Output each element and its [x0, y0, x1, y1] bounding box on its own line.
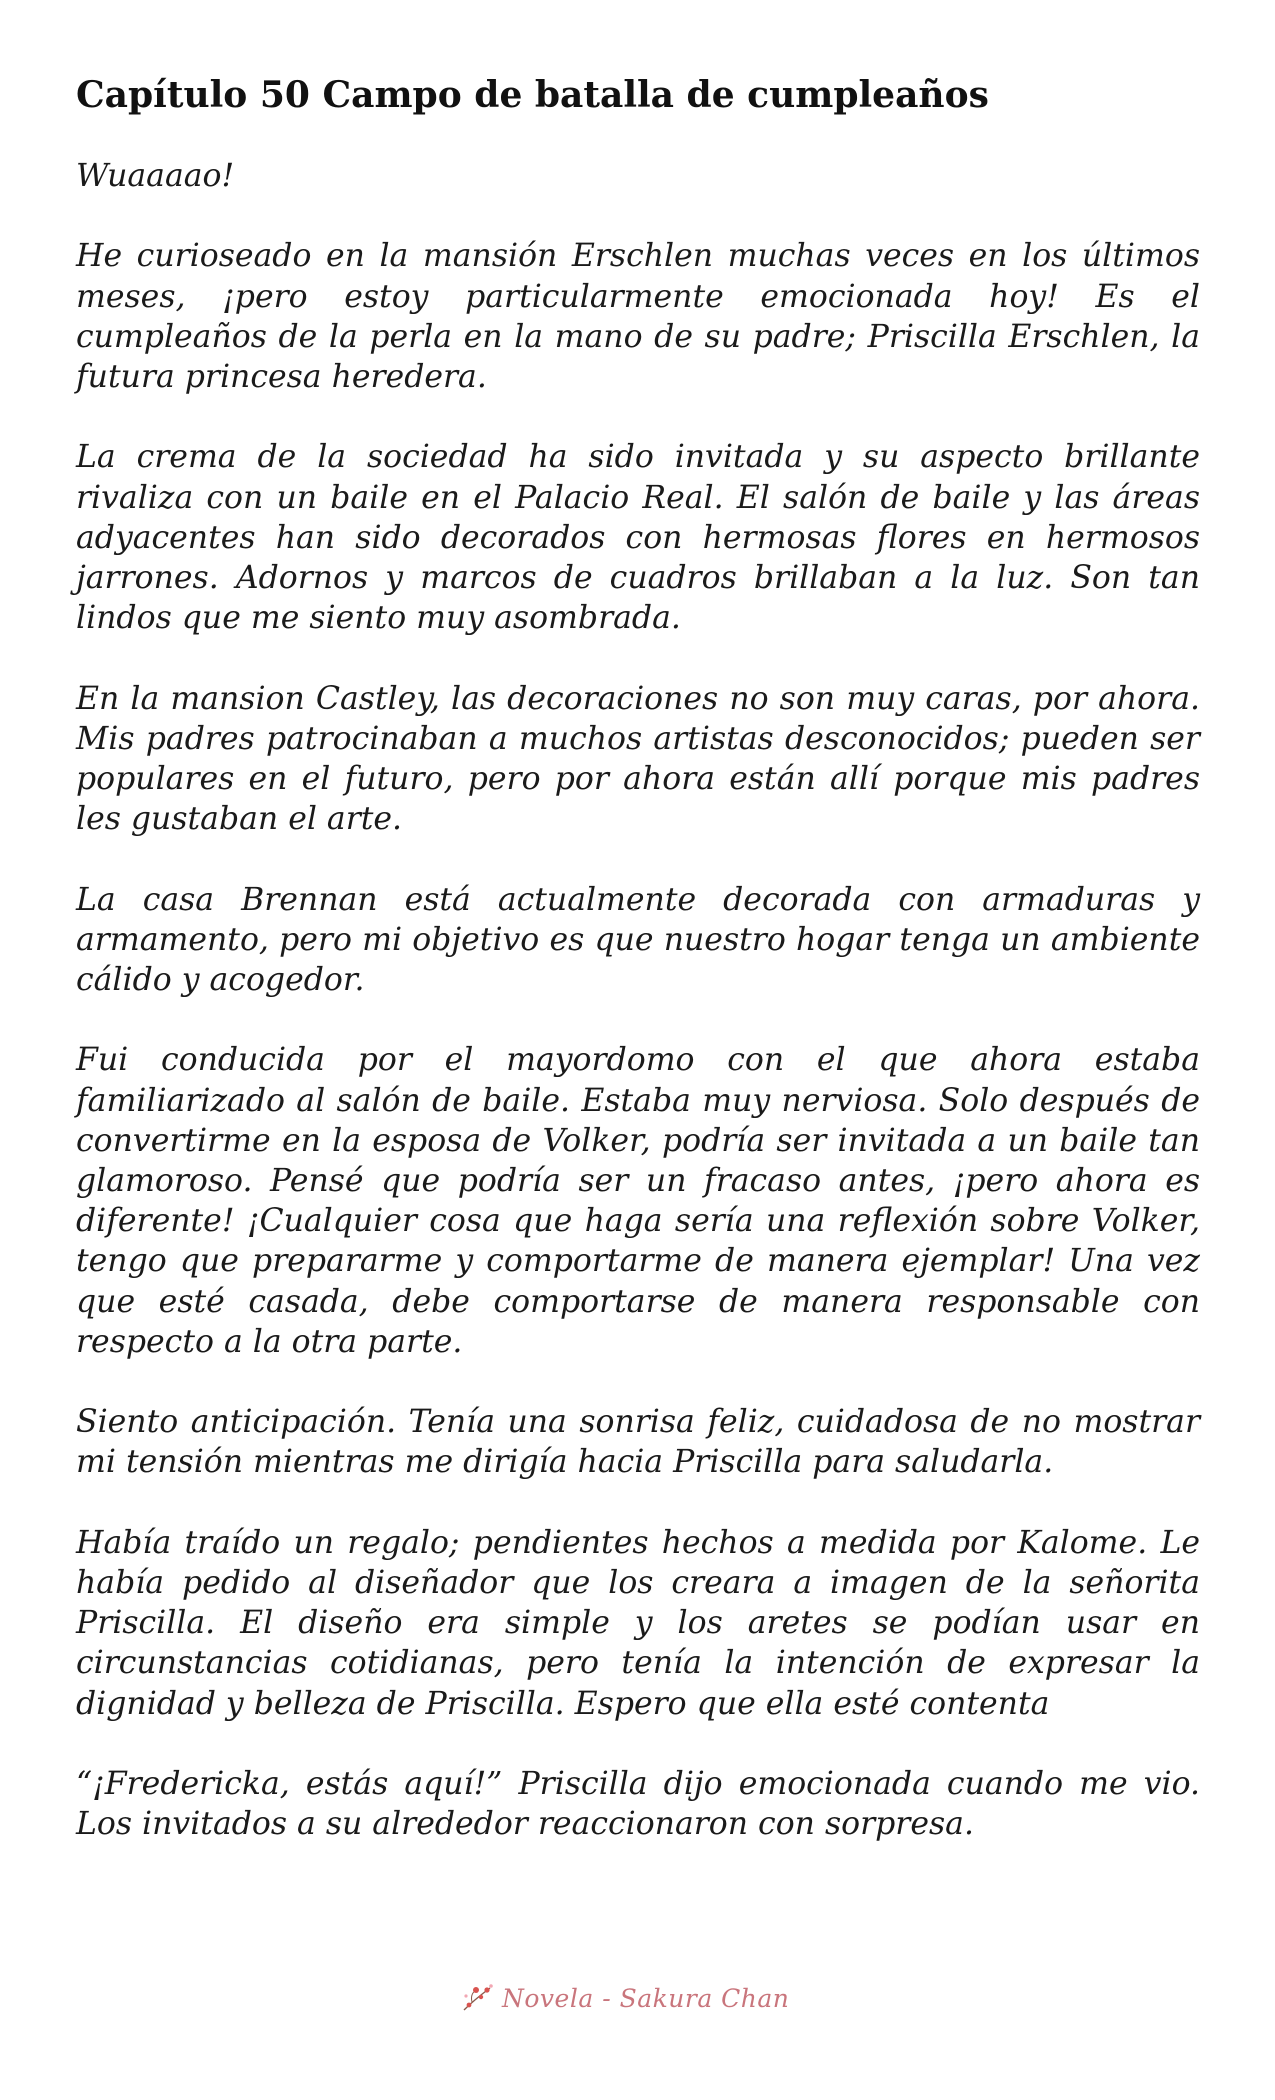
paragraph: Había traído un regalo; pendientes hechos a medida por Kalome. Le había pedido al diseñador que los creara a imagen de la señorita Priscilla. El diseño era simple y los aretes se podían usar en circunstancias cotidianas, pero tenía la intención de expresar la dignidad y belleza de Priscilla. Espero que ella esté contenta: [76, 1524, 1200, 1722]
sakura-flower-icon: [460, 1982, 496, 2014]
paragraph: Siento anticipación. Tenía una sonrisa feliz, cuidadosa de no mostrar mi tensión mientras me dirigía hacia Priscilla para saludarla.: [76, 1404, 1200, 1481]
paragraph: La crema de la sociedad ha sido invitada y su aspecto brillante rivaliza con un baile en el Palacio Real. El salón de baile y las áreas adyacentes han sido decorados con hermosas flores en hermosos jarrones. Adornos y marcos de cuadros brillaban a la luz. Son tan lindos que me siento muy asombrada.: [76, 439, 1200, 637]
document-page: [76, 72, 1200, 1885]
paragraph: He curioseado en la mansión Erschlen muchas veces en los últimos meses, ¡pero estoy particularmente emocionada hoy! Es el cumpleaños de la perla en la mano de su padre; Priscilla Erschlen, la futura princesa heredera.: [76, 238, 1200, 395]
paragraph: La casa Brennan está actualmente decorada con armaduras y armamento, pero mi objetivo es que nuestro hogar tenga un ambiente cálido y acogedor.: [76, 881, 1200, 998]
paragraph: En la mansion Castley, las decoraciones no son muy caras, por ahora. Mis padres patrocinaban a muchos artistas desconocidos; pueden ser populares en el futuro, pero por ahora están allí porque mis padres les gustaban el arte.: [76, 680, 1200, 838]
paragraph: “¡Fredericka, estás aquí!” Priscilla dijo emocionada cuando me vio. Los invitados a su alrededor reaccionaron con sorpresa.: [76, 1766, 1200, 1843]
footer-watermark: [460, 1982, 789, 2014]
chapter-title: Capítulo 50 Campo de batalla de cumpleaños: [76, 74, 989, 116]
paragraph: Wuaaaao!: [76, 158, 235, 194]
footer-text: Novela - Sakura Chan: [502, 1983, 790, 2013]
paragraph: Fui conducida por el mayordomo con el que ahora estaba familiarizado al salón de baile. Estaba muy nerviosa. Solo después de convertirme en la esposa de Volker, podría ser invitada a un baile tan glamoroso. Pensé que podría ser un fracaso antes, ¡pero ahora es diferente! ¡Cualquier cosa que haga sería una reflexión sobre Volker, tengo que prepararme y comportarme de manera ejemplar! Una vez que esté casada, debe comportarse de manera responsable con respecto a la otra parte.: [76, 1042, 1200, 1360]
